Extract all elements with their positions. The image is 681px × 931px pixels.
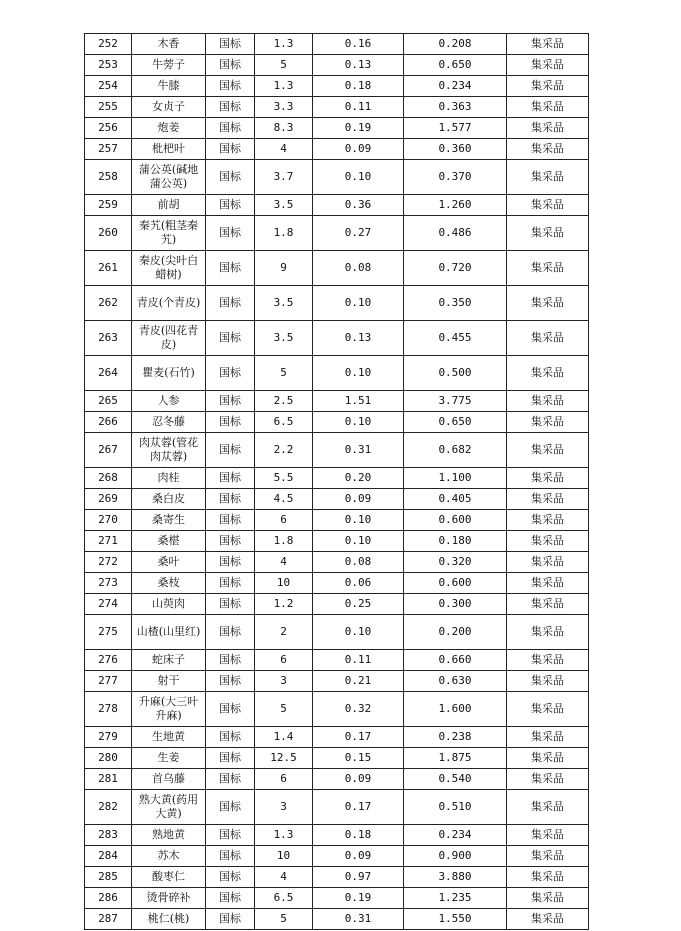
- unit-price-cell: 0.18: [313, 76, 404, 97]
- standard-cell: 国标: [206, 412, 255, 433]
- table-row: [85, 286, 589, 321]
- standard-cell: 国标: [206, 650, 255, 671]
- category-cell: 集采品: [507, 391, 589, 412]
- unit-price-cell: 0.09: [313, 846, 404, 867]
- category-cell: 集采品: [507, 195, 589, 216]
- table-row: [85, 531, 589, 552]
- herb-name-cell: 肉苁蓉(管花肉苁蓉): [132, 433, 206, 468]
- category-cell: 集采品: [507, 433, 589, 468]
- category-cell: 集采品: [507, 55, 589, 76]
- row-number-cell: 282: [85, 790, 132, 825]
- category-cell: 集采品: [507, 118, 589, 139]
- quantity-cell: 1.4: [255, 727, 313, 748]
- table-row: [85, 412, 589, 433]
- unit-price-cell: 0.97: [313, 867, 404, 888]
- amount-cell: 0.363: [404, 97, 507, 118]
- standard-cell: 国标: [206, 433, 255, 468]
- amount-cell: 1.577: [404, 118, 507, 139]
- row-number-cell: 281: [85, 769, 132, 790]
- category-cell: 集采品: [507, 160, 589, 195]
- table-row: [85, 692, 589, 727]
- herb-name-cell: 蛇床子: [132, 650, 206, 671]
- herb-name-cell: 瞿麦(石竹): [132, 356, 206, 391]
- quantity-cell: 1.3: [255, 34, 313, 55]
- category-cell: 集采品: [507, 769, 589, 790]
- herb-name-cell: 桑叶: [132, 552, 206, 573]
- unit-price-cell: 0.31: [313, 909, 404, 930]
- table-row: [85, 139, 589, 160]
- unit-price-cell: 0.13: [313, 321, 404, 356]
- standard-cell: 国标: [206, 76, 255, 97]
- row-number-cell: 287: [85, 909, 132, 930]
- herb-name-cell: 秦艽(粗茎秦艽): [132, 216, 206, 251]
- category-cell: 集采品: [507, 573, 589, 594]
- table-row: [85, 888, 589, 909]
- amount-cell: 0.540: [404, 769, 507, 790]
- amount-cell: 0.510: [404, 790, 507, 825]
- standard-cell: 国标: [206, 468, 255, 489]
- quantity-cell: 3.5: [255, 195, 313, 216]
- row-number-cell: 272: [85, 552, 132, 573]
- row-number-cell: 254: [85, 76, 132, 97]
- quantity-cell: 5.5: [255, 468, 313, 489]
- row-number-cell: 285: [85, 867, 132, 888]
- category-cell: 集采品: [507, 412, 589, 433]
- standard-cell: 国标: [206, 391, 255, 412]
- amount-cell: 0.234: [404, 76, 507, 97]
- herb-name-cell: 枇杷叶: [132, 139, 206, 160]
- quantity-cell: 2: [255, 615, 313, 650]
- table-row: [85, 251, 589, 286]
- unit-price-cell: 0.08: [313, 251, 404, 286]
- quantity-cell: 12.5: [255, 748, 313, 769]
- herb-price-table: [84, 33, 589, 930]
- unit-price-cell: 0.21: [313, 671, 404, 692]
- quantity-cell: 3.7: [255, 160, 313, 195]
- category-cell: 集采品: [507, 76, 589, 97]
- unit-price-cell: 0.11: [313, 650, 404, 671]
- herb-name-cell: 秦皮(尖叶白蜡树): [132, 251, 206, 286]
- herb-name-cell: 青皮(四花青皮): [132, 321, 206, 356]
- row-number-cell: 280: [85, 748, 132, 769]
- unit-price-cell: 0.25: [313, 594, 404, 615]
- row-number-cell: 261: [85, 251, 132, 286]
- standard-cell: 国标: [206, 769, 255, 790]
- quantity-cell: 5: [255, 909, 313, 930]
- standard-cell: 国标: [206, 846, 255, 867]
- amount-cell: 0.630: [404, 671, 507, 692]
- amount-cell: 0.208: [404, 34, 507, 55]
- amount-cell: 0.486: [404, 216, 507, 251]
- category-cell: 集采品: [507, 139, 589, 160]
- amount-cell: 1.550: [404, 909, 507, 930]
- table-row: [85, 195, 589, 216]
- row-number-cell: 279: [85, 727, 132, 748]
- standard-cell: 国标: [206, 615, 255, 650]
- category-cell: 集采品: [507, 671, 589, 692]
- unit-price-cell: 0.31: [313, 433, 404, 468]
- standard-cell: 国标: [206, 195, 255, 216]
- table-row: [85, 594, 589, 615]
- herb-name-cell: 桃仁(桃): [132, 909, 206, 930]
- row-number-cell: 275: [85, 615, 132, 650]
- amount-cell: 0.500: [404, 356, 507, 391]
- amount-cell: 0.405: [404, 489, 507, 510]
- category-cell: 集采品: [507, 531, 589, 552]
- unit-price-cell: 0.09: [313, 769, 404, 790]
- row-number-cell: 264: [85, 356, 132, 391]
- table-row: [85, 650, 589, 671]
- category-cell: 集采品: [507, 846, 589, 867]
- table-row: [85, 321, 589, 356]
- standard-cell: 国标: [206, 692, 255, 727]
- herb-name-cell: 桑寄生: [132, 510, 206, 531]
- quantity-cell: 4: [255, 552, 313, 573]
- row-number-cell: 258: [85, 160, 132, 195]
- table-row: [85, 160, 589, 195]
- amount-cell: 0.660: [404, 650, 507, 671]
- unit-price-cell: 0.06: [313, 573, 404, 594]
- amount-cell: 1.260: [404, 195, 507, 216]
- amount-cell: 1.875: [404, 748, 507, 769]
- unit-price-cell: 0.15: [313, 748, 404, 769]
- standard-cell: 国标: [206, 867, 255, 888]
- herb-name-cell: 牛蒡子: [132, 55, 206, 76]
- category-cell: 集采品: [507, 510, 589, 531]
- amount-cell: 1.235: [404, 888, 507, 909]
- category-cell: 集采品: [507, 888, 589, 909]
- table-row: [85, 76, 589, 97]
- amount-cell: 0.720: [404, 251, 507, 286]
- quantity-cell: 4: [255, 867, 313, 888]
- unit-price-cell: 0.13: [313, 55, 404, 76]
- row-number-cell: 284: [85, 846, 132, 867]
- standard-cell: 国标: [206, 531, 255, 552]
- table-row: [85, 790, 589, 825]
- table-row: [85, 846, 589, 867]
- herb-name-cell: 熟大黄(药用大黄): [132, 790, 206, 825]
- amount-cell: 0.370: [404, 160, 507, 195]
- herb-name-cell: 桑枝: [132, 573, 206, 594]
- amount-cell: 0.650: [404, 55, 507, 76]
- amount-cell: 0.200: [404, 615, 507, 650]
- standard-cell: 国标: [206, 118, 255, 139]
- unit-price-cell: 0.10: [313, 510, 404, 531]
- quantity-cell: 4: [255, 139, 313, 160]
- row-number-cell: 252: [85, 34, 132, 55]
- quantity-cell: 1.3: [255, 76, 313, 97]
- amount-cell: 0.320: [404, 552, 507, 573]
- amount-cell: 1.100: [404, 468, 507, 489]
- standard-cell: 国标: [206, 825, 255, 846]
- table-row: [85, 867, 589, 888]
- quantity-cell: 6: [255, 769, 313, 790]
- table-row: [85, 769, 589, 790]
- row-number-cell: 257: [85, 139, 132, 160]
- herb-name-cell: 炮姜: [132, 118, 206, 139]
- standard-cell: 国标: [206, 97, 255, 118]
- unit-price-cell: 0.10: [313, 531, 404, 552]
- unit-price-cell: 1.51: [313, 391, 404, 412]
- unit-price-cell: 0.32: [313, 692, 404, 727]
- quantity-cell: 5: [255, 55, 313, 76]
- amount-cell: 0.300: [404, 594, 507, 615]
- quantity-cell: 3.5: [255, 321, 313, 356]
- standard-cell: 国标: [206, 573, 255, 594]
- row-number-cell: 262: [85, 286, 132, 321]
- quantity-cell: 3: [255, 671, 313, 692]
- quantity-cell: 3.3: [255, 97, 313, 118]
- herb-name-cell: 蒲公英(碱地蒲公英): [132, 160, 206, 195]
- table-row: [85, 433, 589, 468]
- table-row: [85, 118, 589, 139]
- category-cell: 集采品: [507, 251, 589, 286]
- herb-name-cell: 牛膝: [132, 76, 206, 97]
- herb-name-cell: 射干: [132, 671, 206, 692]
- unit-price-cell: 0.36: [313, 195, 404, 216]
- unit-price-cell: 0.10: [313, 160, 404, 195]
- unit-price-cell: 0.19: [313, 888, 404, 909]
- herb-name-cell: 女贞子: [132, 97, 206, 118]
- herb-name-cell: 烫骨碎补: [132, 888, 206, 909]
- amount-cell: 0.360: [404, 139, 507, 160]
- standard-cell: 国标: [206, 748, 255, 769]
- quantity-cell: 6.5: [255, 412, 313, 433]
- category-cell: 集采品: [507, 321, 589, 356]
- quantity-cell: 1.8: [255, 216, 313, 251]
- amount-cell: 0.238: [404, 727, 507, 748]
- quantity-cell: 1.8: [255, 531, 313, 552]
- unit-price-cell: 0.17: [313, 727, 404, 748]
- quantity-cell: 6: [255, 650, 313, 671]
- standard-cell: 国标: [206, 34, 255, 55]
- row-number-cell: 253: [85, 55, 132, 76]
- herb-name-cell: 人参: [132, 391, 206, 412]
- row-number-cell: 273: [85, 573, 132, 594]
- herb-name-cell: 生地黄: [132, 727, 206, 748]
- table-row: [85, 97, 589, 118]
- amount-cell: 3.775: [404, 391, 507, 412]
- category-cell: 集采品: [507, 552, 589, 573]
- standard-cell: 国标: [206, 251, 255, 286]
- row-number-cell: 270: [85, 510, 132, 531]
- unit-price-cell: 0.10: [313, 356, 404, 391]
- herb-name-cell: 酸枣仁: [132, 867, 206, 888]
- unit-price-cell: 0.17: [313, 790, 404, 825]
- quantity-cell: 10: [255, 846, 313, 867]
- quantity-cell: 6: [255, 510, 313, 531]
- standard-cell: 国标: [206, 216, 255, 251]
- quantity-cell: 10: [255, 573, 313, 594]
- quantity-cell: 9: [255, 251, 313, 286]
- row-number-cell: 266: [85, 412, 132, 433]
- row-number-cell: 263: [85, 321, 132, 356]
- category-cell: 集采品: [507, 356, 589, 391]
- category-cell: 集采品: [507, 594, 589, 615]
- standard-cell: 国标: [206, 321, 255, 356]
- standard-cell: 国标: [206, 671, 255, 692]
- unit-price-cell: 0.11: [313, 97, 404, 118]
- standard-cell: 国标: [206, 594, 255, 615]
- table-row: [85, 55, 589, 76]
- amount-cell: 0.682: [404, 433, 507, 468]
- herb-name-cell: 肉桂: [132, 468, 206, 489]
- row-number-cell: 274: [85, 594, 132, 615]
- standard-cell: 国标: [206, 55, 255, 76]
- table-row: [85, 748, 589, 769]
- unit-price-cell: 0.10: [313, 412, 404, 433]
- row-number-cell: 277: [85, 671, 132, 692]
- unit-price-cell: 0.10: [313, 615, 404, 650]
- unit-price-cell: 0.18: [313, 825, 404, 846]
- quantity-cell: 1.3: [255, 825, 313, 846]
- amount-cell: 0.350: [404, 286, 507, 321]
- table-row: [85, 825, 589, 846]
- unit-price-cell: 0.27: [313, 216, 404, 251]
- row-number-cell: 283: [85, 825, 132, 846]
- herb-name-cell: 首乌藤: [132, 769, 206, 790]
- table-body: [85, 34, 589, 930]
- unit-price-cell: 0.10: [313, 286, 404, 321]
- row-number-cell: 255: [85, 97, 132, 118]
- quantity-cell: 5: [255, 356, 313, 391]
- standard-cell: 国标: [206, 888, 255, 909]
- standard-cell: 国标: [206, 356, 255, 391]
- category-cell: 集采品: [507, 867, 589, 888]
- standard-cell: 国标: [206, 510, 255, 531]
- category-cell: 集采品: [507, 825, 589, 846]
- row-number-cell: 265: [85, 391, 132, 412]
- row-number-cell: 259: [85, 195, 132, 216]
- row-number-cell: 256: [85, 118, 132, 139]
- table-row: [85, 671, 589, 692]
- quantity-cell: 1.2: [255, 594, 313, 615]
- herb-name-cell: 桑白皮: [132, 489, 206, 510]
- category-cell: 集采品: [507, 34, 589, 55]
- unit-price-cell: 0.09: [313, 489, 404, 510]
- category-cell: 集采品: [507, 650, 589, 671]
- category-cell: 集采品: [507, 790, 589, 825]
- amount-cell: 1.600: [404, 692, 507, 727]
- category-cell: 集采品: [507, 727, 589, 748]
- table-row: [85, 510, 589, 531]
- standard-cell: 国标: [206, 552, 255, 573]
- table-row: [85, 468, 589, 489]
- herb-name-cell: 升麻(大三叶升麻): [132, 692, 206, 727]
- table-row: [85, 34, 589, 55]
- quantity-cell: 3.5: [255, 286, 313, 321]
- herb-name-cell: 青皮(个青皮): [132, 286, 206, 321]
- standard-cell: 国标: [206, 909, 255, 930]
- quantity-cell: 2.2: [255, 433, 313, 468]
- table-row: [85, 615, 589, 650]
- table-row: [85, 727, 589, 748]
- table-row: [85, 391, 589, 412]
- herb-name-cell: 忍冬藤: [132, 412, 206, 433]
- table-row: [85, 489, 589, 510]
- category-cell: 集采品: [507, 909, 589, 930]
- herb-name-cell: 前胡: [132, 195, 206, 216]
- table-row: [85, 552, 589, 573]
- quantity-cell: 6.5: [255, 888, 313, 909]
- row-number-cell: 260: [85, 216, 132, 251]
- category-cell: 集采品: [507, 286, 589, 321]
- quantity-cell: 4.5: [255, 489, 313, 510]
- herb-name-cell: 木香: [132, 34, 206, 55]
- category-cell: 集采品: [507, 615, 589, 650]
- herb-name-cell: 山楂(山里红): [132, 615, 206, 650]
- herb-name-cell: 桑椹: [132, 531, 206, 552]
- herb-name-cell: 苏木: [132, 846, 206, 867]
- table-row: [85, 573, 589, 594]
- standard-cell: 国标: [206, 139, 255, 160]
- row-number-cell: 269: [85, 489, 132, 510]
- quantity-cell: 2.5: [255, 391, 313, 412]
- row-number-cell: 278: [85, 692, 132, 727]
- category-cell: 集采品: [507, 216, 589, 251]
- amount-cell: 0.455: [404, 321, 507, 356]
- row-number-cell: 267: [85, 433, 132, 468]
- unit-price-cell: 0.19: [313, 118, 404, 139]
- amount-cell: 0.600: [404, 510, 507, 531]
- table-row: [85, 216, 589, 251]
- category-cell: 集采品: [507, 692, 589, 727]
- category-cell: 集采品: [507, 748, 589, 769]
- amount-cell: 0.234: [404, 825, 507, 846]
- quantity-cell: 5: [255, 692, 313, 727]
- table-row: [85, 356, 589, 391]
- amount-cell: 3.880: [404, 867, 507, 888]
- row-number-cell: 271: [85, 531, 132, 552]
- unit-price-cell: 0.09: [313, 139, 404, 160]
- amount-cell: 0.650: [404, 412, 507, 433]
- category-cell: 集采品: [507, 468, 589, 489]
- herb-name-cell: 生姜: [132, 748, 206, 769]
- unit-price-cell: 0.16: [313, 34, 404, 55]
- herb-name-cell: 熟地黄: [132, 825, 206, 846]
- standard-cell: 国标: [206, 790, 255, 825]
- standard-cell: 国标: [206, 489, 255, 510]
- unit-price-cell: 0.08: [313, 552, 404, 573]
- quantity-cell: 8.3: [255, 118, 313, 139]
- category-cell: 集采品: [507, 97, 589, 118]
- standard-cell: 国标: [206, 727, 255, 748]
- standard-cell: 国标: [206, 286, 255, 321]
- amount-cell: 0.600: [404, 573, 507, 594]
- unit-price-cell: 0.20: [313, 468, 404, 489]
- table-row: [85, 909, 589, 930]
- amount-cell: 0.900: [404, 846, 507, 867]
- herb-name-cell: 山萸肉: [132, 594, 206, 615]
- row-number-cell: 276: [85, 650, 132, 671]
- row-number-cell: 286: [85, 888, 132, 909]
- standard-cell: 国标: [206, 160, 255, 195]
- row-number-cell: 268: [85, 468, 132, 489]
- category-cell: 集采品: [507, 489, 589, 510]
- amount-cell: 0.180: [404, 531, 507, 552]
- quantity-cell: 3: [255, 790, 313, 825]
